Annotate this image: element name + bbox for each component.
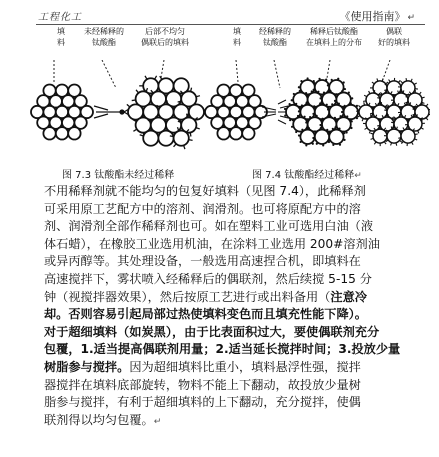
titanate-chain xyxy=(189,140,193,141)
uneven-coupled-particles xyxy=(127,76,204,149)
filler-particle xyxy=(401,129,415,143)
return-mark: ↵ xyxy=(407,13,415,23)
figure-caption-7-4-text: 图 7.4 钛酸酯经过稀释 xyxy=(252,170,355,181)
titanate-dot xyxy=(300,141,302,143)
filler-particles-fig3 xyxy=(31,84,93,139)
body-text-run: 体石蜡），在橡胶工业选用机油，在涂料工业选用 200#溶剂油 xyxy=(44,236,380,251)
titanate-dot xyxy=(305,121,307,123)
titanate-dot xyxy=(346,115,348,117)
titanate-chain xyxy=(372,82,374,84)
titanate-dot xyxy=(328,115,330,117)
body-line xyxy=(44,253,426,271)
titanate-dot xyxy=(313,82,315,84)
leader-line xyxy=(102,60,116,88)
titanate-chain xyxy=(400,140,402,142)
titanate-chain xyxy=(369,131,370,134)
titanate-dot xyxy=(303,116,305,118)
titanate-dot xyxy=(319,97,321,99)
titanate-chain xyxy=(364,95,367,96)
titanate-chain xyxy=(127,104,130,107)
filler-particle xyxy=(300,130,314,144)
titanate-chain xyxy=(389,80,391,83)
body-text-run: 器搅拌在填料底部旋转，物料不能上下翻动，故投放少量树 xyxy=(44,377,361,392)
titanate-dot xyxy=(331,103,333,105)
titanate-dot xyxy=(314,106,316,108)
label-well-coupled-filler: 偶联 好的填料 xyxy=(378,27,410,47)
filler-particle xyxy=(143,131,158,146)
body-text-run: 因为超细填料比重小，填料悬浮性强，搅拌 xyxy=(129,359,361,374)
titanate-dot xyxy=(338,103,340,105)
titanate-chain xyxy=(418,131,419,134)
titanate-dot xyxy=(307,102,309,104)
titanate-dot xyxy=(322,118,324,120)
titanate-dot xyxy=(313,80,315,82)
header-title-text: 《使用指南》 xyxy=(339,10,406,23)
titanate-chain xyxy=(421,128,424,130)
titanate-dot xyxy=(312,137,314,139)
filler-particle xyxy=(174,131,189,146)
titanate-chain xyxy=(132,100,136,101)
titanate-dot xyxy=(312,143,314,145)
titanate-dot xyxy=(298,134,300,136)
body-line xyxy=(44,289,426,307)
titanate-chain xyxy=(398,80,400,82)
body-text-run: 可采用原工艺配方中的溶剂、润滑剂。也可将原配方中的溶 xyxy=(44,201,361,216)
filler-particle xyxy=(68,127,80,139)
titanate-chain xyxy=(419,92,421,94)
header-rule xyxy=(36,24,425,25)
titanate-dot xyxy=(350,102,352,104)
titanate-dot xyxy=(326,104,328,106)
titanate-dot xyxy=(336,93,338,95)
titanate-dot xyxy=(337,78,339,80)
titanate-dot xyxy=(316,115,318,117)
titanate-chain xyxy=(364,102,365,105)
titanate-dot xyxy=(295,131,297,133)
titanate-chain xyxy=(155,76,157,79)
leader-line xyxy=(274,60,280,88)
titanate-dot xyxy=(346,131,348,133)
return-mark: ↵ xyxy=(354,171,362,181)
titanate-chain xyxy=(187,114,188,118)
titanate-chain xyxy=(411,79,412,82)
titanate-dot xyxy=(293,93,295,95)
titanate-chain xyxy=(190,133,191,137)
body-line xyxy=(44,394,426,412)
titanate-chain xyxy=(374,142,376,144)
titanate-dot xyxy=(319,102,321,104)
titanate-dot xyxy=(306,95,308,97)
label-diluted-distribution: 稀释后钛酸酯 在填料上的分布 xyxy=(306,27,362,47)
titanate-dot xyxy=(356,105,358,107)
coupling-figure xyxy=(30,60,430,170)
titanate-chain xyxy=(391,122,394,123)
figure-caption-7-3: 图 7.3 钛酸酯未经过稀释 xyxy=(62,170,175,181)
well-coupled-particles xyxy=(356,78,430,146)
titanate-dot xyxy=(341,111,343,113)
titanate-chain xyxy=(374,90,375,93)
titanate-chain xyxy=(371,114,372,117)
body-line xyxy=(44,341,426,359)
body-text-run: 钟（视搅拌器效果），然后按原工艺进行或出料备用（ xyxy=(44,289,331,304)
titanate-dot xyxy=(309,116,311,118)
titanate-chain xyxy=(426,118,428,120)
titanate-chain xyxy=(401,81,403,83)
label-filler-1: 填 料 xyxy=(57,27,65,47)
body-text-run: 脂参与搅拌，有利于超细填料的上下翻动，充分搅拌，使偶 xyxy=(44,395,361,410)
titanate-dot xyxy=(300,80,302,82)
titanate-chain xyxy=(191,88,192,92)
titanate-chain xyxy=(384,110,387,111)
titanate-dot xyxy=(305,92,307,94)
titanate-dot xyxy=(327,133,329,135)
filler-particle xyxy=(56,127,68,139)
titanate-dot xyxy=(350,127,352,129)
body-paragraph xyxy=(44,183,426,429)
filler-particle xyxy=(387,129,401,143)
titanate-chain xyxy=(426,104,428,106)
titanate-dot xyxy=(292,119,294,121)
titanate-dot xyxy=(331,79,333,81)
body-line xyxy=(44,236,426,254)
titanate-dot xyxy=(284,115,286,117)
titanate-dot xyxy=(334,126,336,128)
titanate-dot xyxy=(344,88,346,90)
body-line xyxy=(44,306,426,324)
header-right-title xyxy=(339,8,415,24)
titanate-chain xyxy=(145,76,147,79)
filler-particle xyxy=(315,130,329,144)
titanate-dot xyxy=(329,90,331,92)
titanate-chain xyxy=(184,145,185,149)
filler-particle xyxy=(43,127,55,139)
titanate-dot xyxy=(327,108,329,110)
body-text-run: 或异丙醇等。其处理设备，一般选用高速捏合机，即填料在 xyxy=(44,254,361,269)
filler-particle xyxy=(230,127,242,139)
titanate-dot xyxy=(299,90,301,92)
titanate-chain xyxy=(377,98,380,99)
titanate-dot xyxy=(298,86,300,88)
titanate-dot xyxy=(320,127,322,129)
titanate-dot xyxy=(344,105,346,107)
titanate-chain xyxy=(365,128,368,130)
titanate-dot xyxy=(323,92,325,94)
filler-particle xyxy=(242,127,254,139)
titanate-dot xyxy=(305,144,307,146)
body-line xyxy=(44,324,426,342)
titanate-dot xyxy=(313,89,315,91)
body-line xyxy=(44,201,426,219)
titanate-chain xyxy=(136,90,138,93)
titanate-chain xyxy=(369,91,370,94)
body-line xyxy=(44,359,426,377)
titanate-dot xyxy=(326,129,328,131)
titanate-chain xyxy=(406,78,407,81)
titanate-dot xyxy=(317,91,319,93)
titanate-dot xyxy=(334,100,336,102)
titanate-dot xyxy=(325,78,327,80)
titanate-dot xyxy=(318,78,320,80)
titanate-dot xyxy=(351,97,353,99)
titanate-chain xyxy=(417,114,418,117)
titanate-dot xyxy=(307,77,309,79)
titanate-dot xyxy=(343,81,345,83)
titanate-chain xyxy=(410,102,411,105)
body-text-run: 树脂参与搅拌。 xyxy=(44,359,130,374)
header-left-title: 工程化工 xyxy=(38,12,82,23)
titanate-dot xyxy=(332,128,334,130)
titanate-dot xyxy=(343,132,345,134)
titanate-dot xyxy=(343,139,345,141)
body-line xyxy=(44,183,426,201)
titanate-dot xyxy=(338,128,340,130)
titanate-chain xyxy=(415,134,418,135)
titanate-dot xyxy=(291,99,293,101)
titanate-chain xyxy=(398,138,401,139)
filler-particles-fig4 xyxy=(205,84,267,139)
body-line xyxy=(44,271,426,289)
titanate-dot xyxy=(301,104,303,106)
titanate-chain xyxy=(414,139,417,140)
return-mark: ↵ xyxy=(153,416,162,427)
titanate-chain xyxy=(362,118,363,121)
titanate-dot xyxy=(298,110,300,112)
titanate-dot xyxy=(288,103,290,105)
body-text-run: 不用稀释剂就不能均匀的包复好填料（见图 7.4），此稀释剂 xyxy=(44,184,366,198)
body-text-run: 高速搅拌下，雾状喷入经稀释后的偶联剂，然后续搅 5-15 分 xyxy=(44,271,372,286)
titanate-dot xyxy=(289,119,291,121)
titanate-dot xyxy=(308,127,310,129)
body-text-run: 联剂得以均匀包覆。 xyxy=(44,412,154,427)
body-text-run: 却。否则容易引起局部过热使填料变色而且填充性能下降）。 xyxy=(44,307,367,322)
body-line xyxy=(44,412,426,430)
body-text-run: 包覆，1.适当提高偶联剂用量；2.适当延长搅拌时间；3.投放少量 xyxy=(44,342,401,357)
filler-particle xyxy=(217,127,229,139)
titanate-chain xyxy=(170,136,174,137)
body-text-run: 对于超细填料（如炭黑），由于比表面积过大，要使偶联剂充分 xyxy=(44,324,380,339)
titanate-dot xyxy=(284,108,286,110)
diluted-distribution-particles xyxy=(284,77,361,146)
titanate-dot xyxy=(327,139,329,141)
titanate-dot xyxy=(312,113,314,115)
titanate-dot xyxy=(295,103,297,105)
titanate-dot xyxy=(335,120,337,122)
titanate-dot xyxy=(319,124,321,126)
titanate-chain xyxy=(412,142,414,145)
titanate-chain xyxy=(370,113,373,114)
body-text-run: 注意冷 xyxy=(330,289,367,304)
titanate-dot xyxy=(314,130,316,132)
figure-caption-7-4 xyxy=(252,166,362,181)
titanate-dot xyxy=(339,115,341,117)
titanate-dot xyxy=(341,90,343,92)
label-uneven-coupled-filler: 后部不均匀 偶联后的填料 xyxy=(141,27,189,47)
titanate-chain xyxy=(196,128,200,129)
titanate-dot xyxy=(322,144,324,146)
titanate-dot xyxy=(339,144,341,146)
filler-particle xyxy=(329,130,343,144)
titanate-dot xyxy=(327,84,329,86)
titanate-dot xyxy=(332,144,334,146)
body-text-run: 剂、润滑剂全部作稀释剂也可。如在塑料工业可选用白油（液 xyxy=(44,219,374,234)
titanate-chain xyxy=(377,125,380,126)
titanate-dot xyxy=(291,126,293,128)
titanate-dot xyxy=(351,120,353,122)
titanate-chain xyxy=(174,144,177,147)
diluted-titanate-spray xyxy=(262,100,288,124)
titanate-dot xyxy=(301,129,303,131)
titanate-dot xyxy=(348,92,350,94)
body-line xyxy=(44,218,426,236)
titanate-dot xyxy=(334,117,336,119)
titanate-dot xyxy=(316,143,318,145)
titanate-chain xyxy=(414,83,417,84)
titanate-chain xyxy=(384,142,386,144)
filler-particle xyxy=(158,131,173,146)
label-diluted-titanate: 经稀释的 钛酸酯 xyxy=(259,27,291,47)
label-undiluted-titanate: 未经稀释的 钛酸酯 xyxy=(84,27,124,47)
body-line xyxy=(44,377,426,395)
label-filler-2: 填 料 xyxy=(233,27,241,47)
titanate-dot xyxy=(297,115,299,117)
titanate-chain xyxy=(133,129,136,131)
titanate-chain xyxy=(358,105,360,107)
titanate-dot xyxy=(311,90,313,92)
leader-line xyxy=(236,60,238,82)
